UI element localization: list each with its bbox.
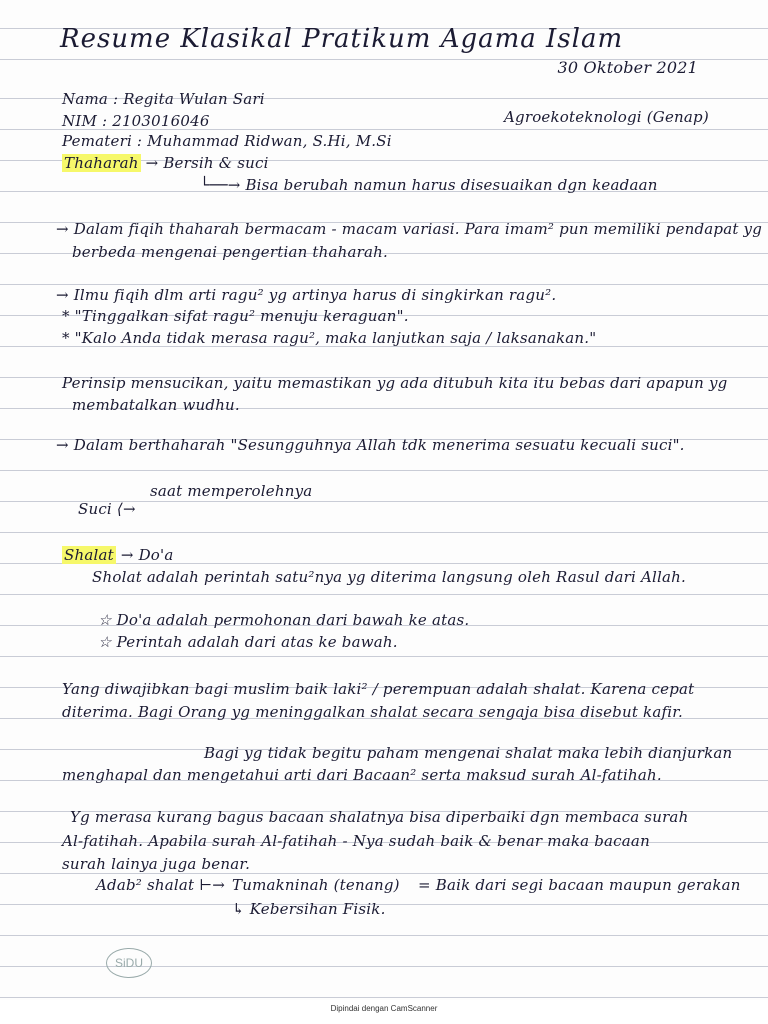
paragraph-2-text: Ilmu fiqih dlm arti ragu² yg artinya harus di singkirkan ragu².	[73, 286, 557, 304]
paragraph-7a: Bagi yg tidak begitu paham mengenai shalat maka lebih dianjurkan	[204, 744, 733, 762]
thaharah-heading	[62, 154, 269, 172]
adab-item-1-note: = Baik dari segi bacaan maupun gerakan	[418, 876, 741, 894]
suci-label-text: Suci	[78, 500, 112, 518]
paragraph-5: Sholat adalah perintah satu²nya yg diterima langsung oleh Rasul dari Allah.	[92, 568, 687, 586]
star-item-2-text: Perintah adalah dari atas ke bawah.	[116, 633, 398, 651]
paragraph-2	[56, 286, 556, 304]
adab-item-2-text: Kebersihan Fisik.	[249, 900, 386, 918]
suci-note: saat memperolehnya	[150, 482, 313, 500]
asterisk-icon: *	[62, 307, 75, 325]
adab-label-text: Adab² shalat	[96, 876, 195, 894]
paragraph-3a: Perinsip mensucikan, yaitu memastikan yg ada ditubuh kita itu bebas dari apapun yg	[62, 374, 728, 392]
star-item-2	[98, 633, 398, 651]
scanner-footer: Dipindai dengan CamScanner	[330, 1004, 438, 1013]
paragraph-3b: membatalkan wudhu.	[72, 396, 240, 414]
prodi-line: Agroekoteknologi (Genap)	[504, 108, 709, 126]
paragraph-8b: Al-fatihah. Apabila surah Al-fatihah - Nya sudah baik & benar maka bacaan	[62, 832, 650, 850]
paragraph-7b: menghapal dan mengetahui arti dari Bacaan² serta maksud surah Al-fatihah.	[62, 766, 662, 784]
star-item-1	[98, 611, 469, 629]
arrow-right-icon: →	[56, 436, 74, 454]
arrow-right-icon: →	[56, 286, 74, 304]
adab-item-2	[232, 900, 386, 918]
adab-item-1: Tumakninah (tenang)	[232, 876, 400, 894]
suci-label	[78, 500, 136, 518]
branch-arrow-icon: ⊢→	[199, 876, 226, 894]
thaharah-label: Thaharah	[64, 154, 139, 172]
shalat-heading	[62, 546, 174, 564]
pemateri-line: Pemateri : Muhammad Ridwan, S.Hi, M.Si	[62, 132, 392, 150]
paragraph-4-text: Dalam berthaharah "Sesungguhnya Allah tdk menerima sesuatu kecuali suci".	[73, 436, 685, 454]
date: 30 Oktober 2021	[557, 58, 698, 77]
star-item-1-text: Do'a adalah permohonan dari bawah ke atas.	[116, 611, 470, 629]
nim-line: NIM : 2103016046	[62, 112, 210, 130]
bullet-2-text: "Kalo Anda tidak merasa ragu², maka lanjutkan saja / laksanakan."	[74, 329, 597, 347]
thaharah-note-text: Bisa berubah namun harus disesuaikan dgn keadaan	[245, 176, 658, 194]
arrow-right-icon: →	[56, 220, 74, 238]
thaharah-note	[200, 176, 658, 194]
shalat-label: Shalat	[64, 546, 114, 564]
branch-arrow-icon: └──→	[200, 176, 246, 194]
adab-label	[96, 876, 225, 894]
shalat-definition: Do'a	[138, 546, 174, 564]
arrow-right-icon: →	[145, 154, 159, 172]
paragraph-8c: surah lainya juga benar.	[62, 855, 251, 873]
bullet-1-text: "Tinggalkan sifat ragu² menuju keraguan".	[74, 307, 409, 325]
asterisk-icon: *	[62, 329, 75, 347]
arrow-right-icon: →	[120, 546, 134, 564]
paragraph-1a-text: Dalam fiqih thaharah bermacam - macam variasi. Para imam² pun memiliki pendapat yg	[73, 220, 763, 238]
paragraph-6a: Yang diwajibkan bagi muslim baik laki² / perempuan adalah shalat. Karena cepat	[62, 680, 695, 698]
branch-arrow-icon: ⟨→	[116, 500, 136, 518]
paragraph-8a: Yg merasa kurang bagus bacaan shalatnya bisa diperbaiki dgn membaca surah	[70, 808, 689, 826]
star-icon: ☆	[98, 611, 117, 629]
page-title: Resume Klasikal Pratikum Agama Islam	[60, 24, 624, 54]
bullet-1	[62, 307, 409, 325]
nama-line: Nama : Regita Wulan Sari	[62, 90, 265, 108]
paragraph-1b: berbeda mengenai pengertian thaharah.	[72, 243, 389, 261]
thaharah-definition: Bersih & suci	[163, 154, 269, 172]
paragraph-6b: diterima. Bagi Orang yg meninggalkan shalat secara sengaja bisa disebut kafir.	[62, 703, 683, 721]
star-icon: ☆	[98, 633, 117, 651]
arrow-right-icon: ↳	[232, 900, 250, 918]
scanner-stamp: SiDU	[106, 948, 152, 978]
bullet-2	[62, 329, 596, 347]
paragraph-4	[56, 436, 685, 454]
paragraph-1a	[56, 220, 762, 238]
